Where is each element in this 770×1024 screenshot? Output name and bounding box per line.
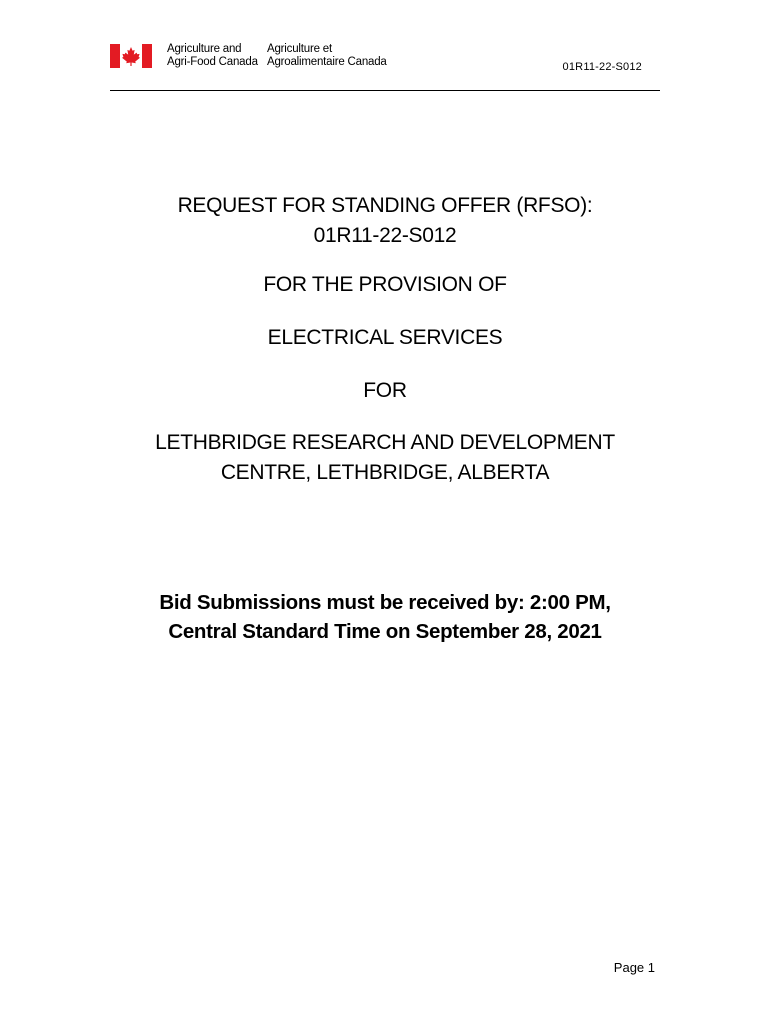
department-name-french-line-2: Agroalimentaire Canada bbox=[267, 56, 387, 68]
bid-deadline-line-2: Central Standard Time on September 28, 2021 bbox=[168, 620, 602, 643]
header-divider bbox=[110, 90, 660, 91]
rfso-number: 01R11-22-S012 bbox=[313, 224, 457, 247]
document-reference-number: 01R11-22-S012 bbox=[562, 61, 642, 73]
bid-deadline-line-1: Bid Submissions must be received by: 2:00 PM, bbox=[159, 591, 611, 614]
provision-heading: FOR THE PROVISION OF bbox=[263, 273, 507, 296]
location-heading-line-2: CENTRE, LETHBRIDGE, ALBERTA bbox=[220, 461, 550, 484]
bid-deadline-notice bbox=[85, 588, 685, 646]
department-name-english bbox=[167, 43, 258, 69]
rfso-title-line-1: REQUEST FOR STANDING OFFER (RFSO): bbox=[177, 194, 593, 217]
department-name-french bbox=[267, 43, 387, 69]
service-type-heading: ELECTRICAL SERVICES bbox=[267, 326, 503, 349]
for-heading: FOR bbox=[363, 379, 407, 402]
canada-flag-icon bbox=[110, 44, 152, 68]
department-name-english-line-2: Agri-Food Canada bbox=[167, 56, 258, 68]
department-name-french-line-1: Agriculture et bbox=[267, 43, 332, 55]
department-name-english-line-1: Agriculture and bbox=[167, 43, 242, 55]
location-heading-line-1: LETHBRIDGE RESEARCH AND DEVELOPMENT bbox=[155, 431, 615, 454]
location-heading bbox=[85, 428, 685, 488]
document-header bbox=[110, 40, 660, 90]
rfso-title bbox=[85, 191, 685, 251]
page-number: Page 1 bbox=[613, 960, 655, 975]
